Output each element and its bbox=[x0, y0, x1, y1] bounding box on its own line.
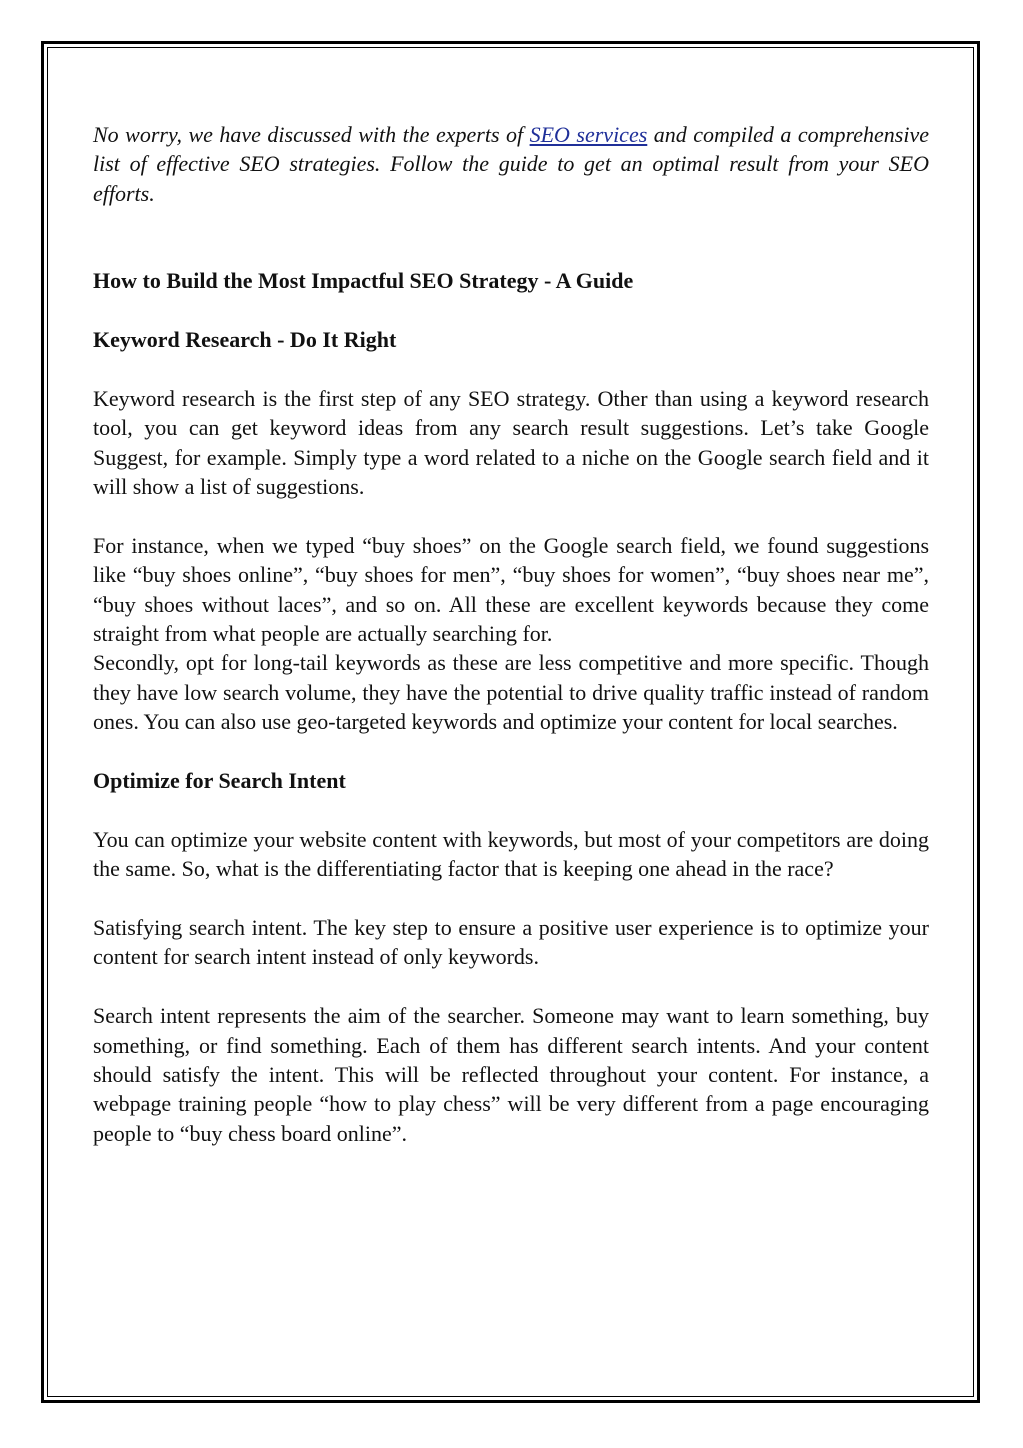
intro-text-before: No worry, we have discussed with the experts of bbox=[93, 122, 530, 147]
spacer bbox=[93, 972, 929, 1001]
spacer bbox=[93, 737, 929, 766]
intent-paragraph-1: You can optimize your website content with keywords, but most of your competitors are doing the same. So, what is the differentiating factor that is keeping one ahead in the race? bbox=[93, 826, 929, 882]
spacer bbox=[93, 296, 929, 325]
intro-paragraph bbox=[93, 120, 929, 208]
seo-services-link[interactable]: SEO services bbox=[529, 122, 648, 147]
spacer bbox=[93, 884, 929, 913]
spacer bbox=[93, 501, 929, 530]
intent-paragraph-2: Satisfying search intent. The key step to ensure a positive user experience is to optimize your content for search intent instead of only keywords. bbox=[93, 915, 929, 970]
guide-title-heading: How to Build the Most Impactful SEO Strategy - A Guide bbox=[93, 268, 634, 294]
keyword-research-heading: Keyword Research - Do It Right bbox=[93, 327, 397, 353]
spacer bbox=[93, 208, 929, 266]
search-intent-heading: Optimize for Search Intent bbox=[93, 768, 346, 794]
document-body bbox=[93, 120, 929, 1148]
spacer bbox=[93, 795, 929, 824]
keyword-paragraph-3: Secondly, opt for long-tail keywords as these are less competitive and more specific. Though they have low search volume, they have the potential to drive quality traffic instead of random ones. You can also use geo-targeted keywords and optimize your content for local searches. bbox=[93, 650, 929, 735]
intro-text-after: and compiled a comprehensive list of effective SEO strategies. Follow the guide to get an optimal result from your SEO efforts. bbox=[93, 122, 929, 206]
intent-paragraph-3: Search intent represents the aim of the searcher. Someone may want to learn something, buy something, or find something. Each of them has different search intents. And your content should satisfy the intent. This will be reflected throughout your content. For instance, a webpage training people “how to play chess” will be very different from a page encouraging people to “buy chess board online”. bbox=[93, 1003, 929, 1146]
spacer bbox=[93, 354, 929, 383]
keyword-paragraph-2: For instance, when we typed “buy shoes” on the Google search field, we found suggestions like “buy shoes online”, “buy shoes for men”, “buy shoes for women”, “buy shoes near me”, “buy shoes without laces”, and so on. All these are excellent keywords because they come straight from what people are actually searching for. bbox=[93, 532, 929, 647]
keyword-paragraph-1: Keyword research is the first step of any SEO strategy. Other than using a keyword research tool, you can get keyword ideas from any search result suggestions. Let’s take Google Suggest, for example. Simply type a word related to a niche on the Google search field and it will show a list of suggestions. bbox=[93, 385, 929, 500]
